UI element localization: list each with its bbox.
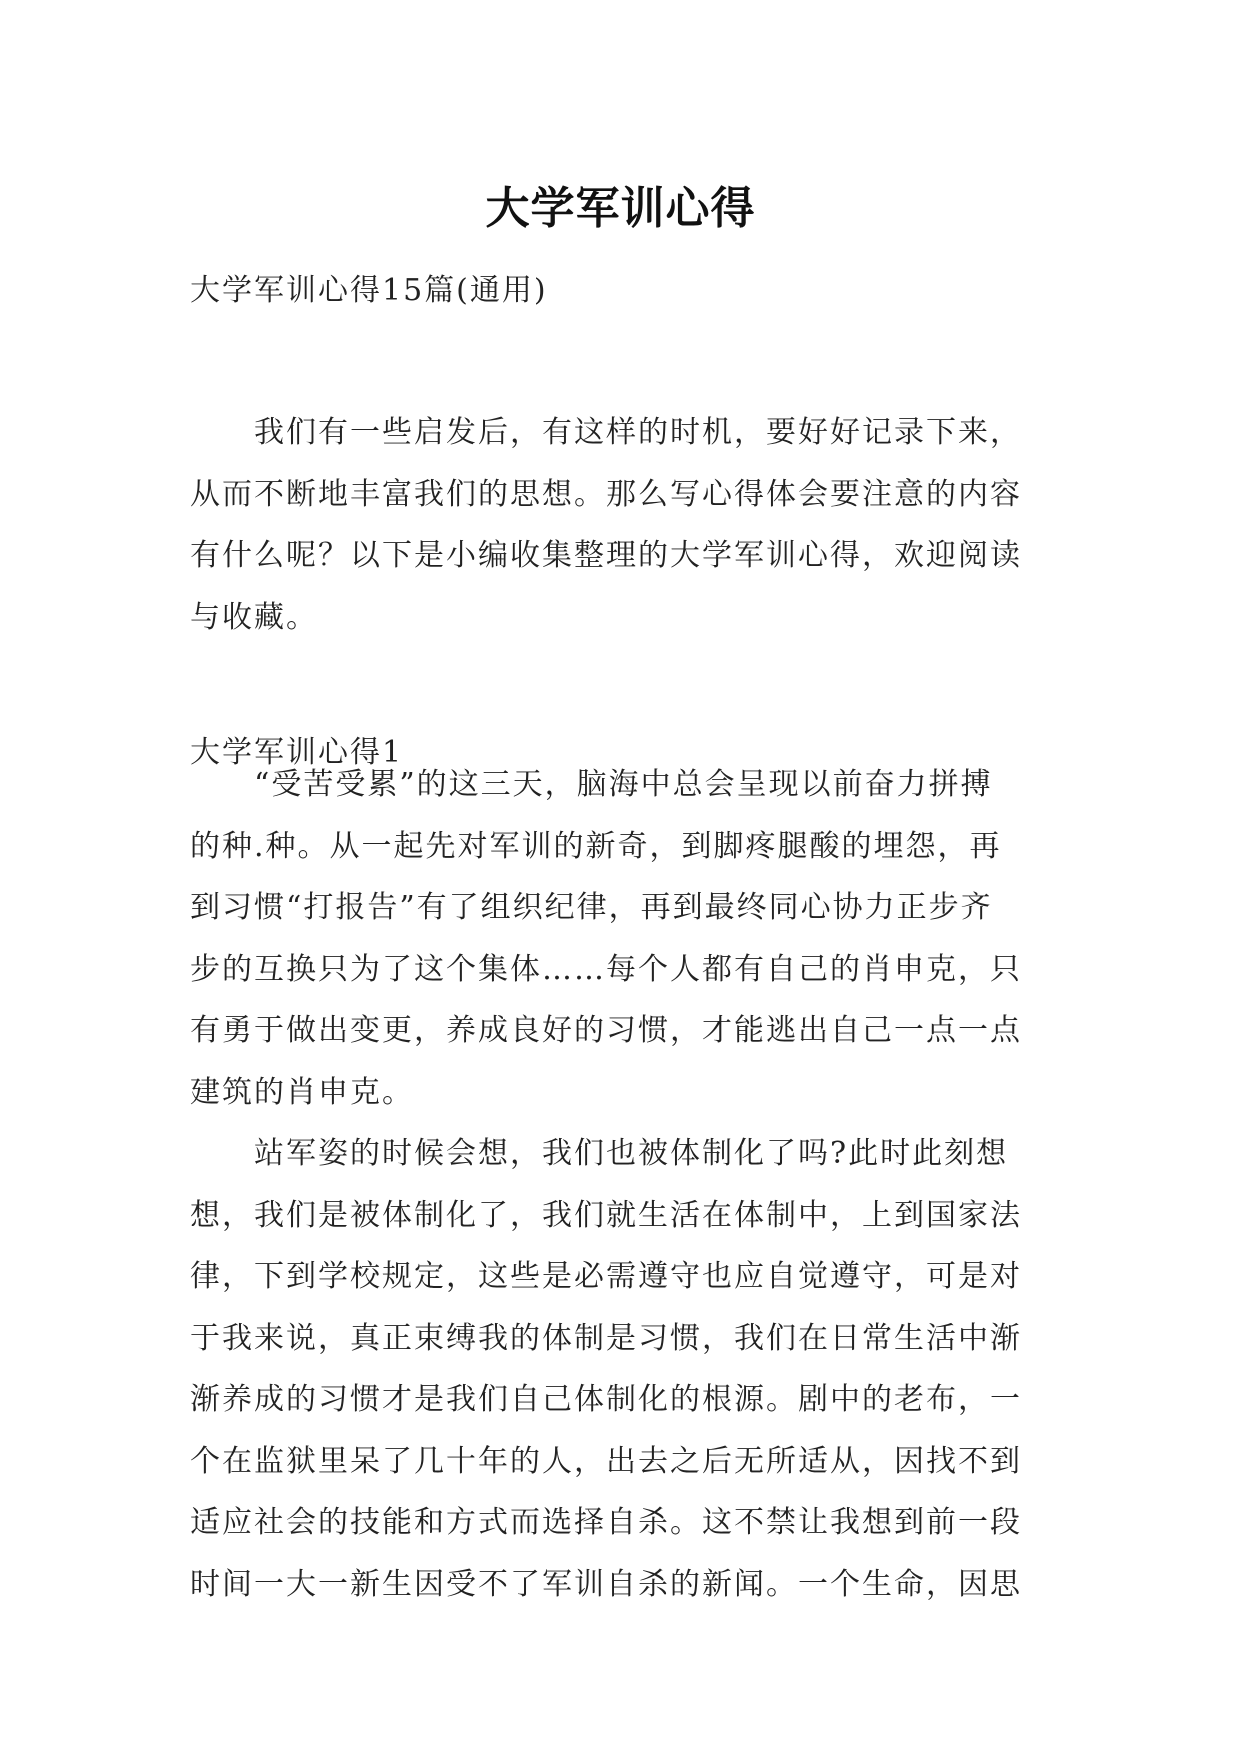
paragraph-line: 的种.种。从一起先对军训的新奇，到脚疼腿酸的埋怨，再 xyxy=(190,828,1002,864)
paragraph-line: 于我来说，真正束缚我的体制是习惯，我们在日常生活中渐 xyxy=(190,1320,1022,1356)
paragraph-line: “受苦受累”的这三天，脑海中总会呈现以前奋力拼搏 xyxy=(254,767,993,802)
intro-paragraph xyxy=(190,402,1055,648)
paragraph-line: 到习惯“打报告”有了组织纪律，再到最终同心协力正步齐 xyxy=(190,890,993,925)
paragraph-line: 有勇于做出变更，养成良好的习惯，才能逃出自己一点一点 xyxy=(190,1013,1022,1048)
intro-line: 我们有一些启发后，有这样的时机，要好好记录下来， xyxy=(254,415,1022,450)
paragraph-line: 步的互换只为了这个集体……每个人都有自己的肖申克，只 xyxy=(190,951,1022,987)
paragraph-line: 渐养成的习惯才是我们自己体制化的根源。剧中的老布，一 xyxy=(190,1382,1022,1417)
paragraph-line: 适应社会的技能和方式而选择自杀。这不禁让我想到前一段 xyxy=(190,1505,1022,1540)
document-title: 大学军训心得 xyxy=(485,183,756,235)
paragraph-line: 站军姿的时候会想，我们也被体制化了吗?此时此刻想 xyxy=(254,1136,1009,1171)
intro-line: 有什么呢？以下是小编收集整理的大学军训心得，欢迎阅读 xyxy=(190,538,1022,573)
document-subtitle: 大学军训心得15篇(通用) xyxy=(190,273,548,308)
paragraph-line: 时间一大一新生因受不了军训自杀的新闻。一个生命，因思 xyxy=(190,1566,1022,1602)
intro-line: 与收藏。 xyxy=(190,599,318,635)
paragraph-line: 律，下到学校规定，这些是必需遵守也应自觉遵守，可是对 xyxy=(190,1259,1022,1294)
section-heading: 大学军训心得1 xyxy=(190,735,404,770)
paragraph-line: 建筑的肖申克。 xyxy=(190,1074,414,1110)
paragraph-line: 个在监狱里呆了几十年的人，出去之后无所适从，因找不到 xyxy=(190,1443,1022,1479)
paragraph-line: 想，我们是被体制化了，我们就生活在体制中，上到国家法 xyxy=(190,1197,1022,1233)
section-body xyxy=(190,754,1055,1615)
intro-line: 从而不断地丰富我们的思想。那么写心得体会要注意的内容 xyxy=(190,476,1022,512)
